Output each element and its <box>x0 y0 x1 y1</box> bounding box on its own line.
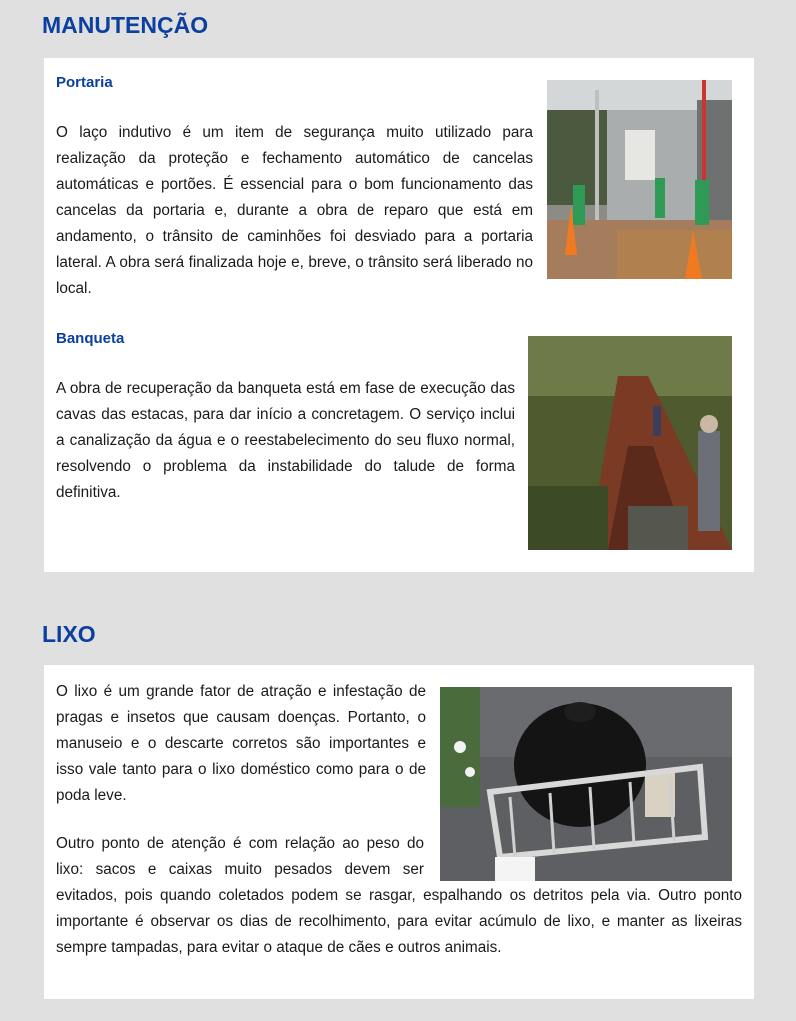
portaria-heading: Portaria <box>56 74 113 91</box>
section-title-manutencao: MANUTENÇÃO <box>42 12 209 38</box>
banqueta-photo <box>528 336 732 550</box>
lixo-paragraph-2: Outro ponto de atenção é com relação ao peso do lixo: sacos e caixas muito pesados devem ser evitados, pois quando coletados podem se rasgar, espalhando os detritos pela via. Outro ponto importante é observar os dias de recolhimento, para evitar acúmulo de lixo, e manter as lixeiras sempre tampadas, para evitar o ataque de cães e outros animais. <box>56 835 742 956</box>
section-title-lixo: LIXO <box>42 621 96 647</box>
banqueta-heading: Banqueta <box>56 330 125 347</box>
portaria-photo <box>547 80 732 279</box>
lixo-paragraph-2-block <box>56 831 742 961</box>
manutencao-card <box>44 58 754 572</box>
portaria-text: O laço indutivo é um item de segurança muito utilizado para realização da proteção e fechamento automático de cancelas automáticas e portões. É essencial para o bom funcionamento das cancelas da portaria e, durante a obra de reparo que está em andamento, o trânsito de caminhões foi desviado para a portaria lateral. A obra será finalizada hoje e, breve, o trânsito será liberado no local. <box>56 124 533 297</box>
lixo-paragraph-1: O lixo é um grande fator de atração e infestação de pragas e insetos que causam doenças. Portanto, o manuseio e o descarte corretos são importantes e isso vale tanto para o lixo doméstico como para o de poda leve. <box>56 683 426 804</box>
lixo-card <box>44 665 754 999</box>
banqueta-text: A obra de recuperação da banqueta está em fase de execução das cavas das estacas, para dar início a concretagem. O serviço inclui a canalização da água e o reestabelecimento do seu fluxo normal, resolvendo o problema da instabilidade do talude de forma definitiva. <box>56 380 515 501</box>
lixo-photo-float-spacer <box>424 831 742 881</box>
